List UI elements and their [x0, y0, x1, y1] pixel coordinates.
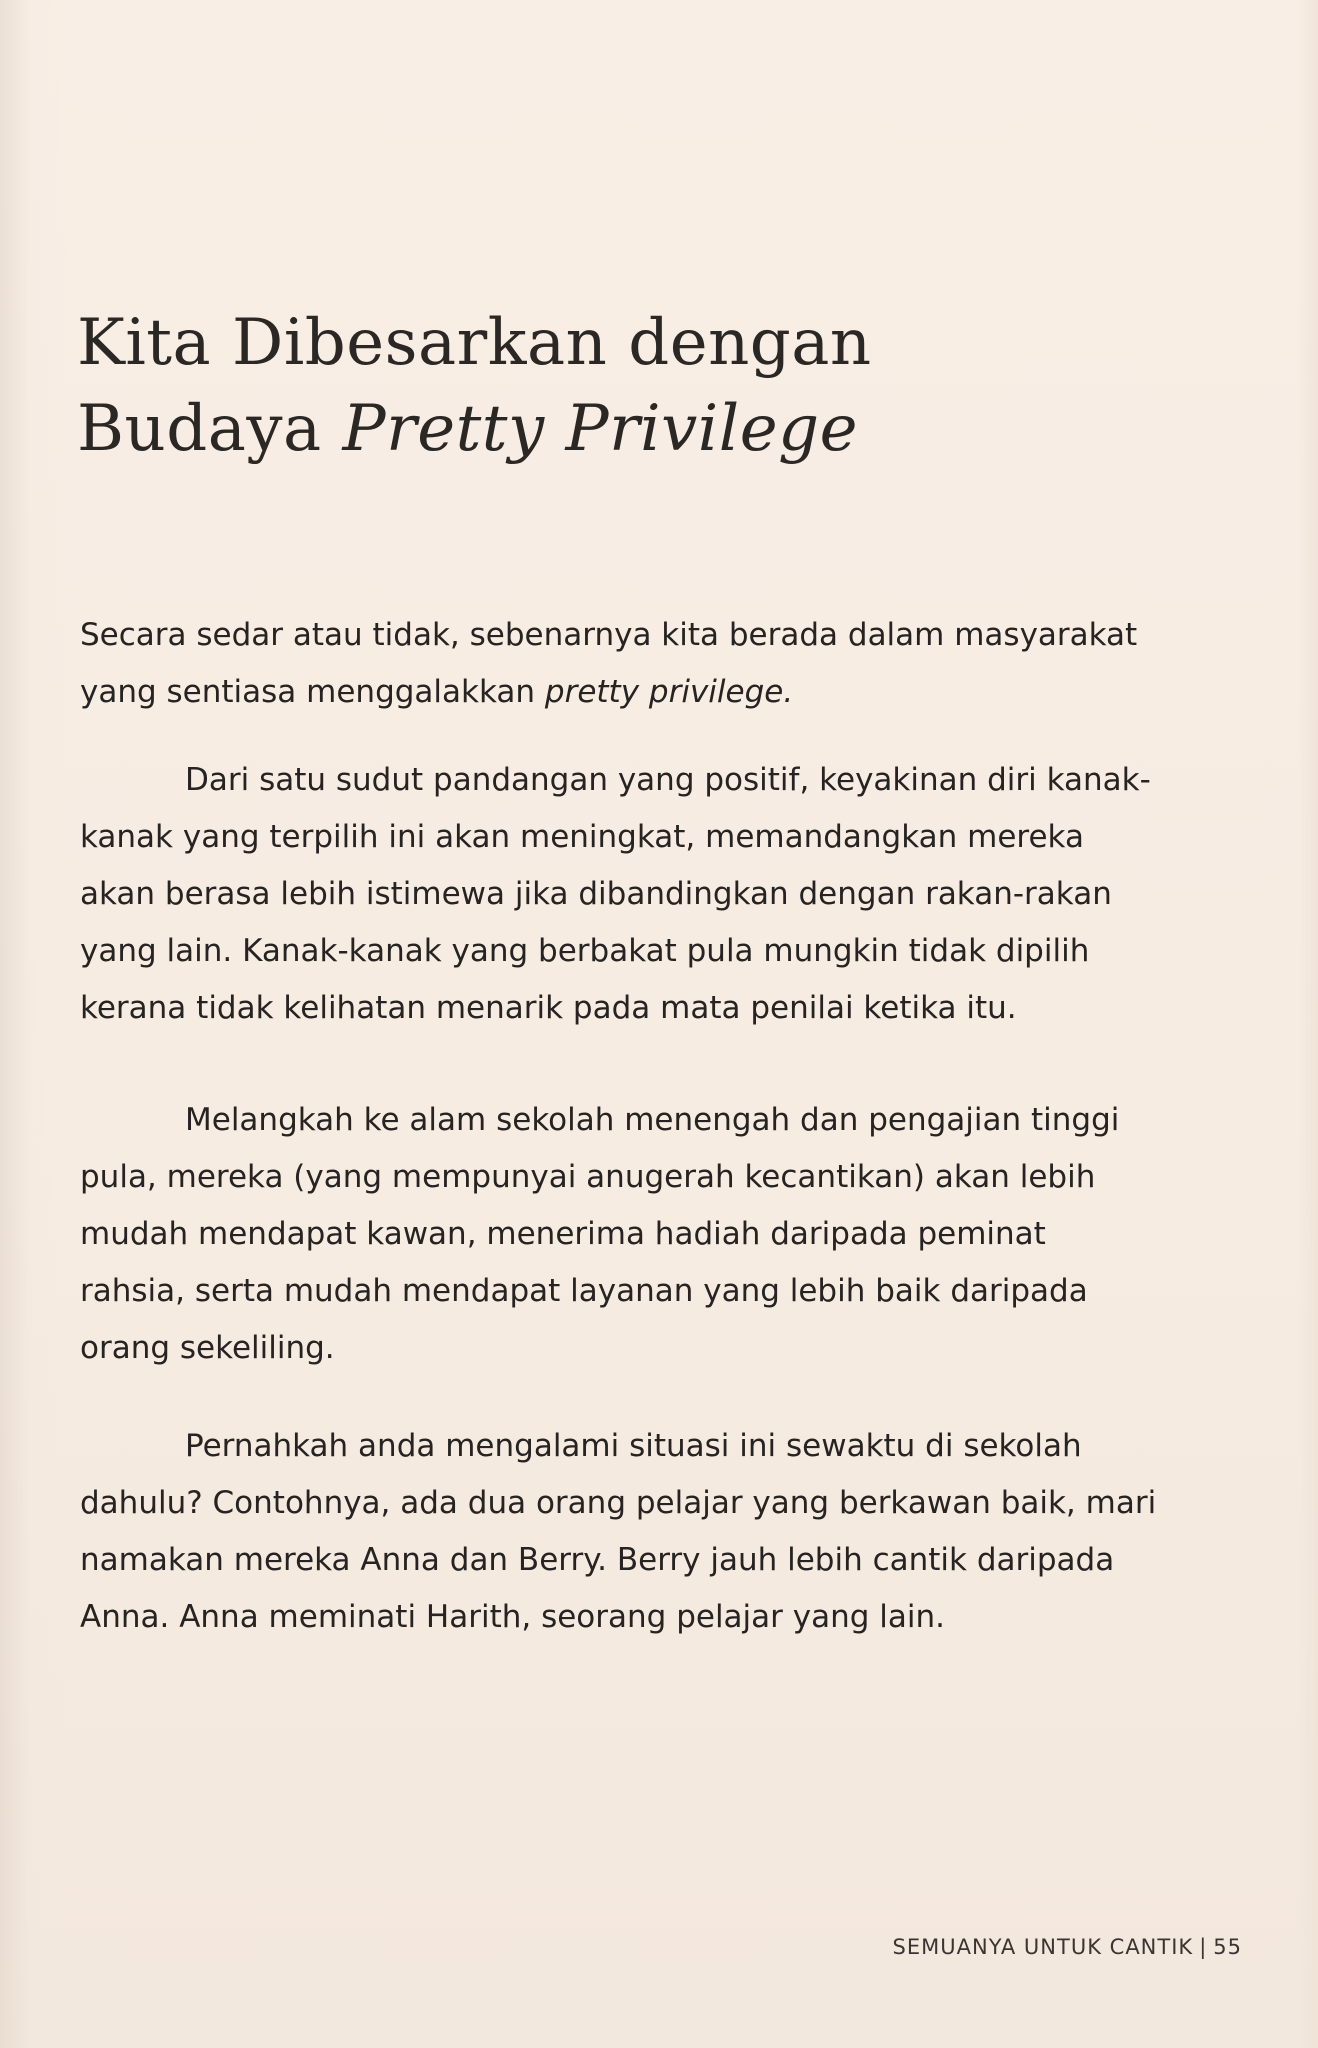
paragraph-1-line-2-italic: pretty privilege. — [544, 674, 794, 710]
paragraph-3-line-2: pula, mereka (yang mempunyai anugerah kecantikan) akan lebih — [80, 1159, 1096, 1195]
paragraph-1-line-1: Secara sedar atau tidak, sebenarnya kita berada dalam masyarakat — [80, 617, 1138, 653]
paragraph-3-line-5: orang sekeliling. — [80, 1330, 335, 1366]
paragraph-4-line-4: Anna. Anna meminati Harith, seorang pelajar yang lain. — [80, 1599, 946, 1635]
footer-book-title: SEMUANYA UNTUK CANTIK — [892, 1935, 1194, 1959]
heading-line-2 — [77, 386, 1177, 472]
paragraph-3-line-4: rahsia, serta mudah mendapat layanan yang lebih baik daripada — [80, 1273, 1088, 1309]
footer-separator: | — [1199, 1935, 1208, 1959]
paragraph-2 — [80, 752, 1175, 1037]
paragraph-2-line-3: akan berasa lebih istimewa jika dibandingkan dengan rakan-rakan — [80, 876, 1112, 912]
page-number: 55 — [1213, 1935, 1242, 1959]
heading-line-2-regular: Budaya — [77, 392, 343, 466]
paragraph-3 — [80, 1092, 1175, 1377]
paragraph-2-line-1: Dari satu sudut pandangan yang positif, keyakinan diri kanak- — [185, 762, 1151, 798]
paragraph-2-line-5: kerana tidak kelihatan menarik pada mata penilai ketika itu. — [80, 990, 1017, 1026]
paragraph-4 — [80, 1418, 1175, 1646]
paragraph-4-line-1: Pernahkah anda mengalami situasi ini sewaktu di sekolah — [185, 1428, 1082, 1464]
heading-line-1: Kita Dibesarkan dengan — [77, 306, 872, 380]
paragraph-1-line-2 — [80, 664, 1175, 721]
heading-line-2-italic: Pretty Privilege — [342, 392, 858, 466]
paragraph-1-line-2-regular: yang sentiasa menggalakkan — [80, 674, 545, 710]
paragraph-3-line-1: Melangkah ke alam sekolah menengah dan pengajian tinggi — [185, 1102, 1120, 1138]
page-edge-shadow — [1298, 0, 1318, 2048]
paragraph-2-line-2: kanak yang terpilih ini akan meningkat, memandangkan mereka — [80, 819, 1084, 855]
paragraph-1 — [80, 607, 1175, 721]
paragraph-3-line-3: mudah mendapat kawan, menerima hadiah daripada peminat — [80, 1216, 1046, 1252]
paragraph-2-line-4: yang lain. Kanak-kanak yang berbakat pula mungkin tidak dipilih — [80, 933, 1090, 969]
chapter-heading — [77, 300, 1177, 472]
paragraph-4-line-2: dahulu? Contohnya, ada dua orang pelajar yang berkawan baik, mari — [80, 1485, 1157, 1521]
running-footer — [893, 1935, 1242, 1959]
paragraph-4-line-3: namakan mereka Anna dan Berry. Berry jauh lebih cantik daripada — [80, 1542, 1115, 1578]
